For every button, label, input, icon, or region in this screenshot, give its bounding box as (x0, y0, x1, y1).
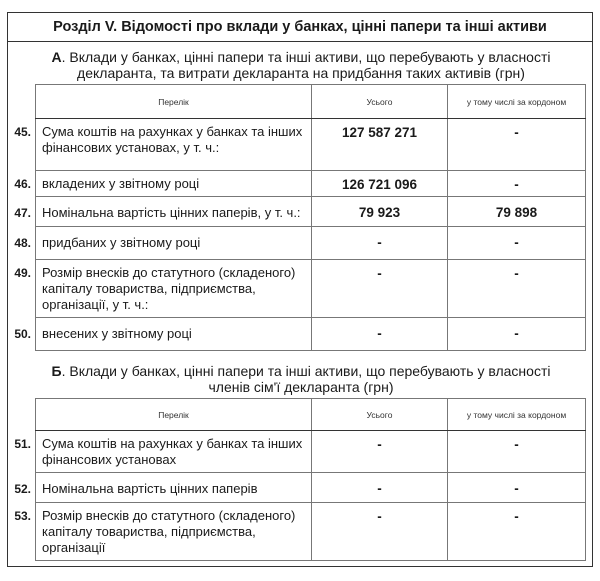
table-row (36, 227, 586, 260)
row-label (14, 260, 312, 318)
table-row (36, 431, 586, 473)
row-total: - (312, 431, 448, 473)
part-a-table (14, 84, 586, 351)
row-abroad: - (448, 119, 586, 171)
row-total: - (312, 318, 448, 351)
row-label (14, 503, 312, 561)
row-number: 49. (14, 266, 31, 280)
row-label-text: Сума коштів на рахунках у банках та інших фінансових установах, у т. ч.: (42, 124, 303, 155)
declaration-section-v (7, 12, 593, 567)
row-label (14, 197, 312, 227)
table-row (36, 503, 586, 561)
row-label-text: придбаних у звітному році (42, 235, 201, 250)
row-label (14, 171, 312, 197)
row-label (14, 318, 312, 351)
part-a-heading-text: . Вклади у банках, цінні папери та інші активи, що перебувають у власності (61, 49, 551, 65)
row-label-text: вкладених у звітному році (42, 176, 200, 191)
row-label (14, 473, 312, 503)
row-number: 47. (14, 206, 31, 220)
row-abroad: - (448, 431, 586, 473)
row-label-text: Номінальна вартість цінних паперів (42, 481, 258, 496)
column-header-total: Усього (312, 85, 448, 119)
table-row (36, 119, 586, 171)
column-header-list: Перелік (36, 85, 312, 119)
row-total: - (312, 473, 448, 503)
table-header-row (36, 399, 586, 431)
part-b-heading (28, 363, 574, 395)
row-total: 79 923 (312, 197, 448, 227)
row-label (14, 227, 312, 260)
table-row (36, 197, 586, 227)
row-number: 46. (14, 177, 31, 191)
column-header-abroad: у тому числі за кордоном (448, 399, 586, 431)
column-header-list: Перелік (36, 399, 312, 431)
row-abroad: - (448, 171, 586, 197)
row-label (14, 431, 312, 473)
row-abroad: - (448, 260, 586, 318)
row-abroad: 79 898 (448, 197, 586, 227)
row-label-text: Номінальна вартість цінних паперів, у т. ч.: (42, 205, 301, 220)
column-header-abroad: у тому числі за кордоном (448, 85, 586, 119)
row-total: - (312, 503, 448, 561)
row-number: 51. (14, 437, 31, 451)
table-row (36, 260, 586, 318)
row-label-text: внесених у звітному році (42, 326, 192, 341)
part-b-heading-line2: членів сім'ї декларанта (грн) (208, 379, 394, 395)
part-a-heading (28, 49, 574, 81)
row-total: 126 721 096 (312, 171, 448, 197)
row-label-text: Розмір внесків до статутного (складеного) капіталу товариства, підприємства, організації, у т. ч.: (42, 265, 296, 312)
table-row (36, 473, 586, 503)
section-title: Розділ V. Відомості про вклади у банках, цінні папери та інші активи (8, 13, 592, 42)
row-label-text: Розмір внесків до статутного (складеного) капіталу товариства, підприємства, організації (42, 508, 296, 555)
row-number: 52. (14, 482, 31, 496)
row-number: 48. (14, 236, 31, 250)
row-abroad: - (448, 227, 586, 260)
part-b-heading-text: . Вклади у банках, цінні папери та інші активи, що перебувають у власності (61, 363, 551, 379)
column-header-total: Усього (312, 399, 448, 431)
row-abroad: - (448, 318, 586, 351)
row-total: - (312, 227, 448, 260)
row-label (14, 119, 312, 171)
row-number: 53. (14, 509, 31, 523)
part-a-heading-line2: декларанта, та витрати декларанта на придбання таких активів (грн) (77, 65, 525, 81)
row-number: 45. (14, 125, 31, 139)
row-number: 50. (14, 327, 31, 341)
part-a-letter: А (51, 49, 62, 65)
part-b-table (14, 398, 586, 561)
part-b-letter: Б (51, 363, 62, 379)
table-row (36, 171, 586, 197)
row-label-text: Сума коштів на рахунках у банках та інших фінансових установах (42, 436, 303, 467)
table-row (36, 318, 586, 351)
table-header-row (36, 85, 586, 119)
row-abroad: - (448, 473, 586, 503)
row-abroad: - (448, 503, 586, 561)
row-total: 127 587 271 (312, 119, 448, 171)
row-total: - (312, 260, 448, 318)
